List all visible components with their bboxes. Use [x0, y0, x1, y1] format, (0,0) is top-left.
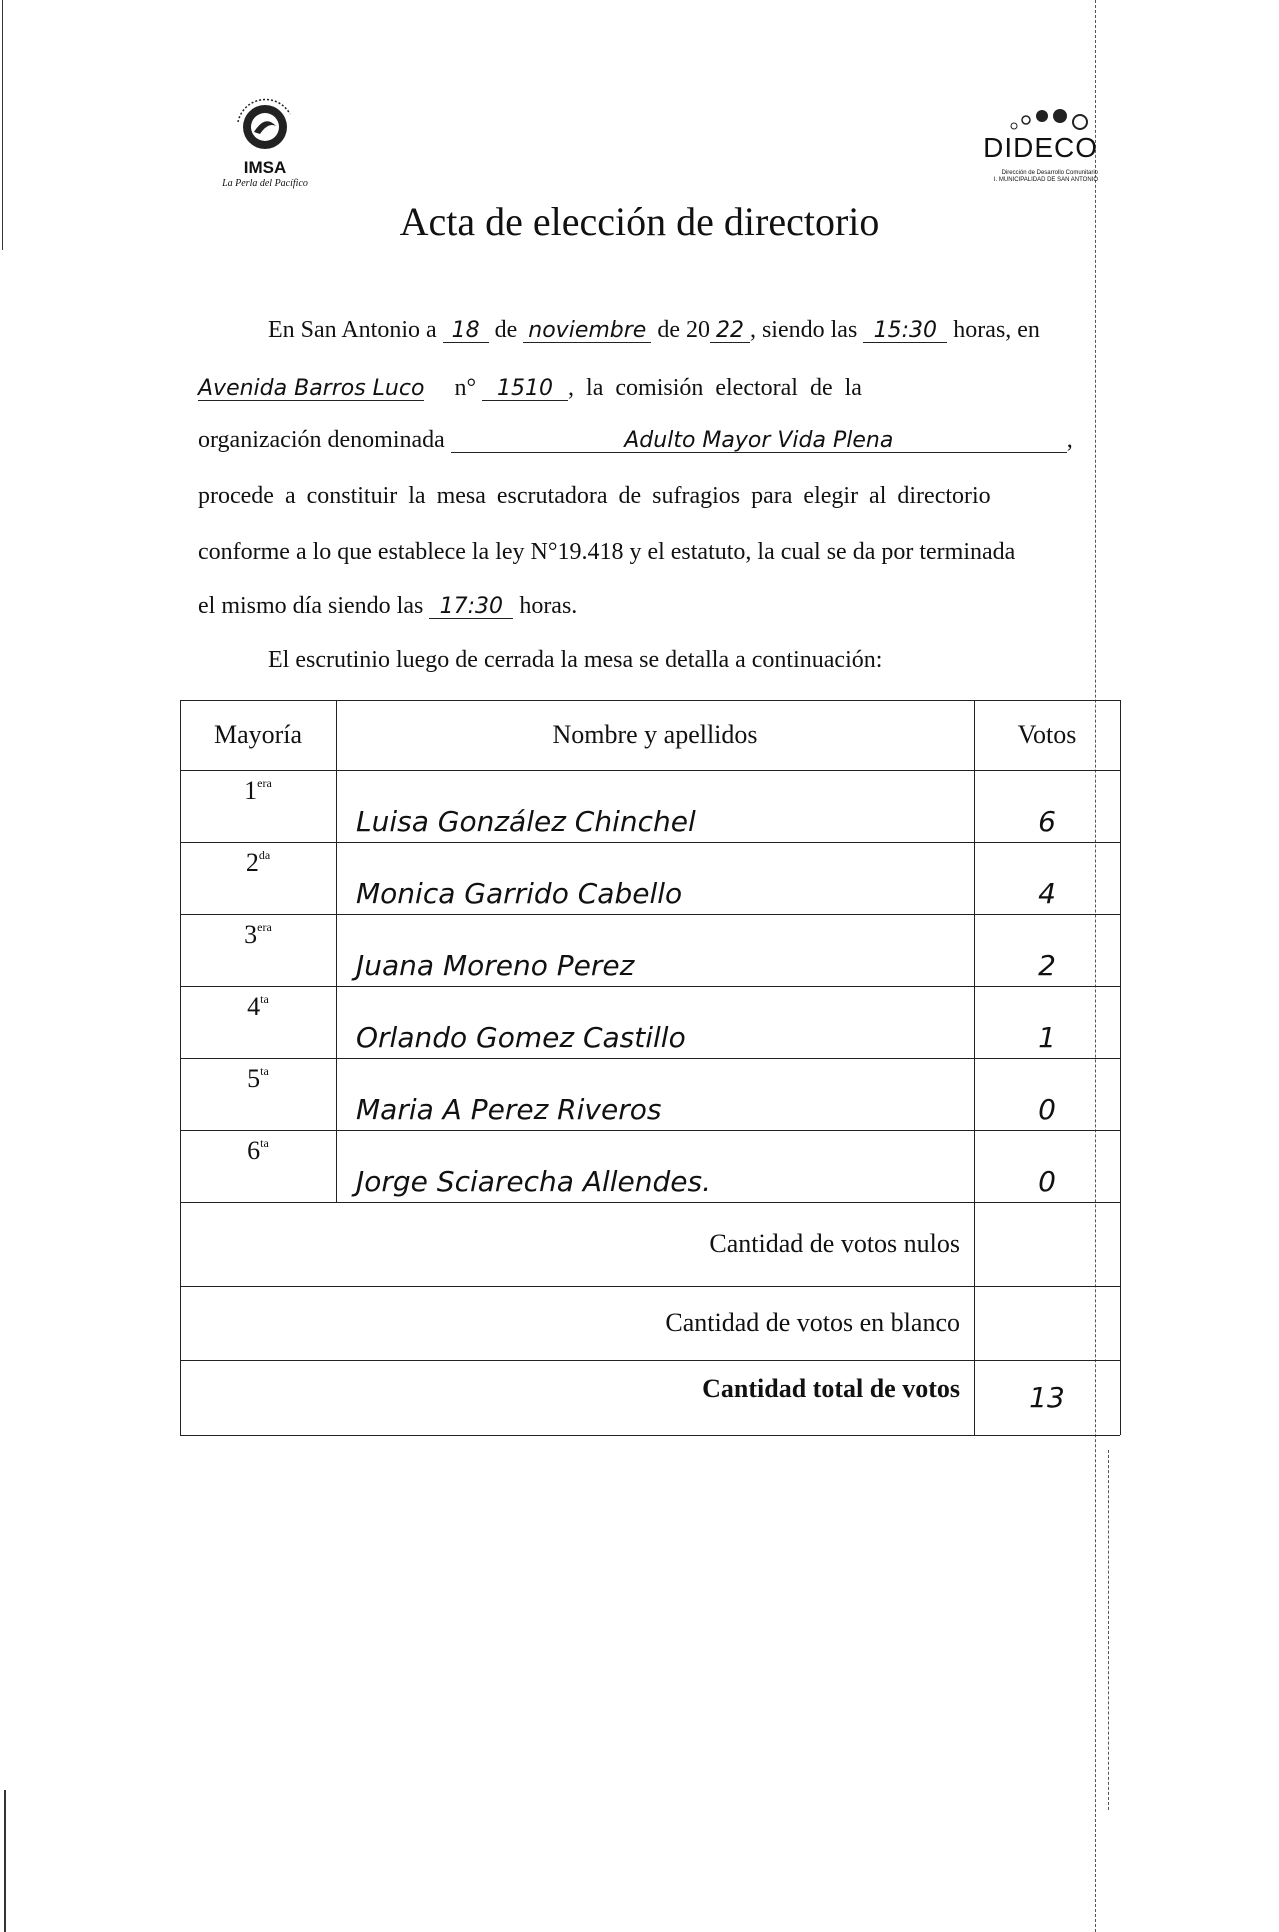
candidate-name: Monica Garrido Cabello: [356, 877, 683, 910]
intro-line-3: organización denominada Adulto Mayor Vida Plena ,: [198, 427, 1073, 453]
total-votes-label: Cantidad total de votos: [702, 1374, 960, 1403]
dideco-subtitle: Dirección de Desarrollo Comunitario I. MUNICIPALIDAD DE SAN ANTONIO: [993, 170, 1098, 183]
address-field: Avenida Barros Luco: [198, 376, 425, 401]
column-header-name: Nombre y apellidos: [552, 720, 758, 749]
dideco-wordmark: DIDECO: [983, 132, 1098, 163]
vote-table: [180, 700, 1120, 1435]
rank-cell: 1 $^{era}$: [244, 776, 272, 805]
candidate-votes: 2: [1038, 949, 1056, 982]
column-header-votes: Votos: [1017, 720, 1077, 749]
month-field: noviembre: [523, 320, 651, 343]
rank-cell: 3 $^{era}$: [244, 920, 272, 949]
total-votes-value: 13: [1029, 1381, 1065, 1414]
column-header-rank: Mayoría: [213, 720, 303, 749]
candidate-name: Orlando Gomez Castillo: [356, 1021, 686, 1054]
blank-votes-value: [974, 1286, 1120, 1360]
scrutiny-intro: El escrutinio luego de cerrada la mesa se detalla a continuación:: [268, 647, 883, 673]
intro-line-6: el mismo día siendo las 17:30 horas.: [198, 593, 578, 619]
dideco-logo: [968, 100, 1098, 190]
intro-line-5: conforme a lo que establece la ley N°19.418 y el estatuto, la cual se da por terminada: [198, 539, 1016, 565]
scan-edge-line: [1108, 1450, 1109, 1810]
page-title: Acta de elección de directorio: [399, 199, 880, 244]
candidate-name: Juana Moreno Perez: [356, 949, 635, 982]
imsa-tagline: La Perla del Pacífico: [222, 178, 308, 189]
candidate-votes: 0: [1038, 1165, 1056, 1198]
intro-line-2: Avenida Barros Luco n° 1510 , la comisión electoral de la: [198, 375, 862, 401]
candidate-name: Jorge Sciarecha Allendes.: [356, 1165, 712, 1198]
rank-cell: 5 $^{ta}$: [247, 1064, 269, 1093]
imsa-wordmark: IMSA: [243, 158, 287, 177]
candidate-votes: 6: [1038, 805, 1056, 838]
candidate-votes: 1: [1038, 1021, 1056, 1054]
start-time-field: 15:30: [863, 320, 947, 343]
people-circles-icon: [1002, 106, 1092, 132]
candidate-name: Luisa González Chinchel: [356, 805, 696, 838]
null-votes-label: Cantidad de votos nulos: [709, 1229, 960, 1258]
intro-line-1: En San Antonio a 18 de noviembre de 20 22 , siendo las 15:30 horas, en: [268, 317, 1040, 343]
address-number-field: 1510: [482, 378, 568, 401]
rank-cell: 4 $^{ta}$: [247, 992, 269, 1021]
year-field: 22: [710, 320, 750, 343]
end-time-field: 17:30: [429, 596, 513, 619]
rank-cell: 6 $^{ta}$: [247, 1136, 269, 1165]
day-field: 18: [443, 320, 489, 343]
null-votes-value: [974, 1202, 1120, 1286]
blank-votes-label: Cantidad de votos en blanco: [665, 1308, 960, 1337]
candidate-votes: 4: [1038, 877, 1056, 910]
municipal-seal-icon: [230, 92, 300, 162]
candidate-votes: 0: [1038, 1093, 1056, 1126]
scan-edge-line: [4, 1790, 6, 1932]
intro-line-4: procede a constituir la mesa escrutadora de sufragios para elegir al directorio: [198, 483, 991, 509]
organization-name-field: Adulto Mayor Vida Plena: [451, 430, 1067, 453]
candidate-name: Maria A Perez Riveros: [356, 1093, 662, 1126]
imsa-logo: [205, 92, 325, 192]
rank-cell: 2 $^{da}$: [245, 848, 271, 877]
